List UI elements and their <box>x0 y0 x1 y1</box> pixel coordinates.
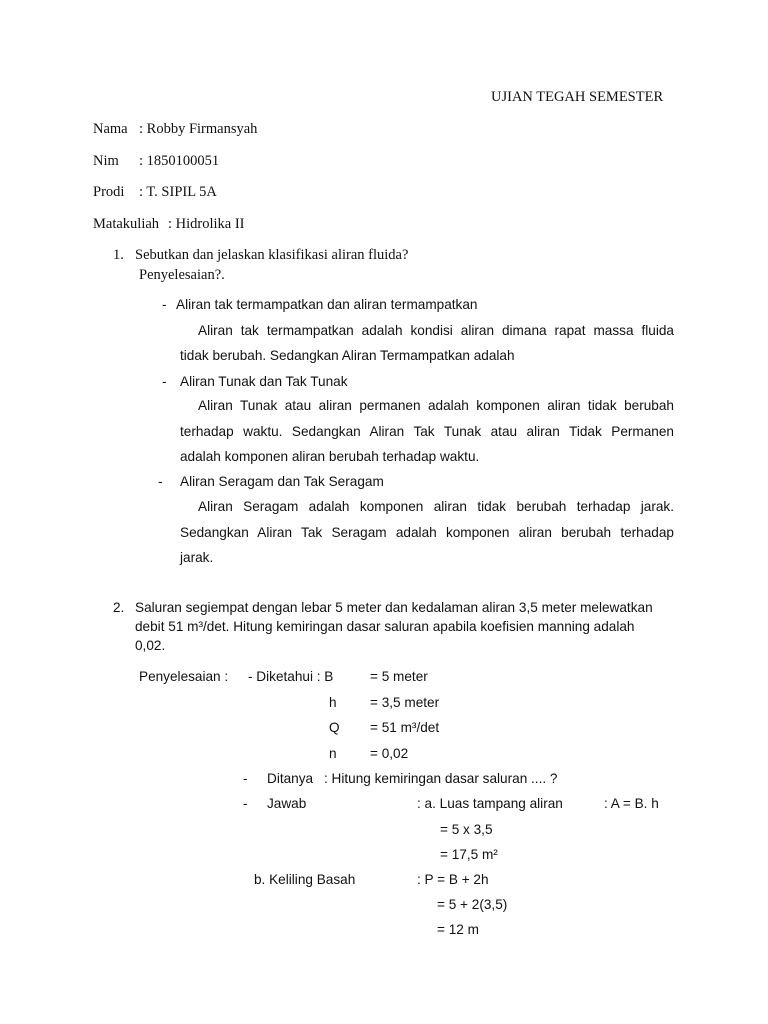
q2-known-b-value: = 5 meter <box>370 669 428 684</box>
q2-answer-a-step2: = 17,5 m² <box>440 847 498 862</box>
q2-asked-label: Ditanya <box>267 771 314 786</box>
q2-known-q-symbol: Q <box>329 720 340 735</box>
identity-nim-value: : 1850100051 <box>139 153 220 169</box>
q2-known-label: - Diketahui : B <box>248 669 334 684</box>
q2-question-line2: debit 51 m³/det. Hitung kemiringan dasar saluran apabila koefisien manning adalah <box>135 619 635 634</box>
q1-item3-line1: Aliran Seragam adalah komponen aliran tidak berubah terhadap jarak. <box>198 499 674 514</box>
identity-course-label: Matakuliah <box>93 216 160 232</box>
q1-answer-label: Penyelesaian?. <box>139 267 225 283</box>
q1-item2-bullet: - <box>162 374 167 389</box>
q1-item2-title: Aliran Tunak dan Tak Tunak <box>180 374 348 389</box>
q1-item3-bullet: - <box>158 474 163 489</box>
q2-answer-b-formula: : P = B + 2h <box>417 872 489 887</box>
q2-answer-a-step1: = 5 x 3,5 <box>440 822 493 837</box>
q1-item1-line2: tidak berubah. Sedangkan Aliran Termampatkan adalah <box>180 348 515 363</box>
q1-item2-line2: terhadap waktu. Sedangkan Aliran Tak Tunak atau aliran Tidak Permanen <box>180 424 674 439</box>
identity-course-value: : Hidrolika II <box>168 216 245 232</box>
q1-number: 1. <box>113 247 124 263</box>
page-title: UJIAN TEGAH SEMESTER <box>491 89 664 105</box>
q2-answer-a-label: : a. Luas tampang aliran <box>417 796 563 811</box>
q2-answer-label: Jawab <box>267 796 307 811</box>
q1-item2-line1: Aliran Tunak atau aliran permanen adalah komponen aliran tidak berubah <box>198 398 674 413</box>
q2-asked-bullet: - <box>243 771 248 786</box>
identity-name-value: : Robby Firmansyah <box>139 121 258 137</box>
q1-question: Sebutkan dan jelaskan klasifikasi aliran fluida? <box>135 247 409 263</box>
q2-known-q-value: = 51 m³/det <box>370 720 440 735</box>
q2-number: 2. <box>113 600 125 615</box>
q2-answer-b-label: b. Keliling Basah <box>254 872 356 887</box>
q1-item2-line3: adalah komponen aliran berubah terhadap waktu. <box>180 449 480 464</box>
q1-item1-bullet: - <box>162 297 167 312</box>
q1-item1-title: Aliran tak termampatkan dan aliran termampatkan <box>176 297 478 312</box>
q2-question-line1: Saluran segiempat dengan lebar 5 meter dan kedalaman aliran 3,5 meter melewatkan <box>135 600 653 615</box>
identity-prodi-label: Prodi <box>93 184 125 200</box>
q2-answer-b-step2: = 12 m <box>437 922 479 937</box>
q2-known-n-symbol: n <box>329 746 337 761</box>
q2-known-n-value: = 0,02 <box>370 746 409 761</box>
q2-answer-bullet: - <box>243 796 248 811</box>
identity-nim-label: Nim <box>93 153 119 169</box>
q1-item3-line3: jarak. <box>180 550 214 565</box>
identity-prodi-value: : T. SIPIL 5A <box>139 184 217 200</box>
identity-name-label: Nama <box>93 121 128 137</box>
q2-solution-label: Penyelesaian : <box>139 669 229 684</box>
q2-known-h-value: = 3,5 meter <box>370 695 440 710</box>
q2-question-line3: 0,02. <box>135 638 166 653</box>
q1-item3-line2: Sedangkan Aliran Tak Seragam adalah komponen aliran berubah terhadap <box>180 525 674 540</box>
q2-asked-text: : Hitung kemiringan dasar saluran .... ? <box>324 771 558 786</box>
q1-item1-line1: Aliran tak termampatkan adalah kondisi aliran dimana rapat massa fluida <box>198 323 674 338</box>
q1-item3-title: Aliran Seragam dan Tak Seragam <box>180 474 384 489</box>
q2-answer-a-formula: : A = B. h <box>604 796 659 811</box>
q2-answer-b-step1: = 5 + 2(3,5) <box>437 897 508 912</box>
q2-known-h-symbol: h <box>329 695 337 710</box>
